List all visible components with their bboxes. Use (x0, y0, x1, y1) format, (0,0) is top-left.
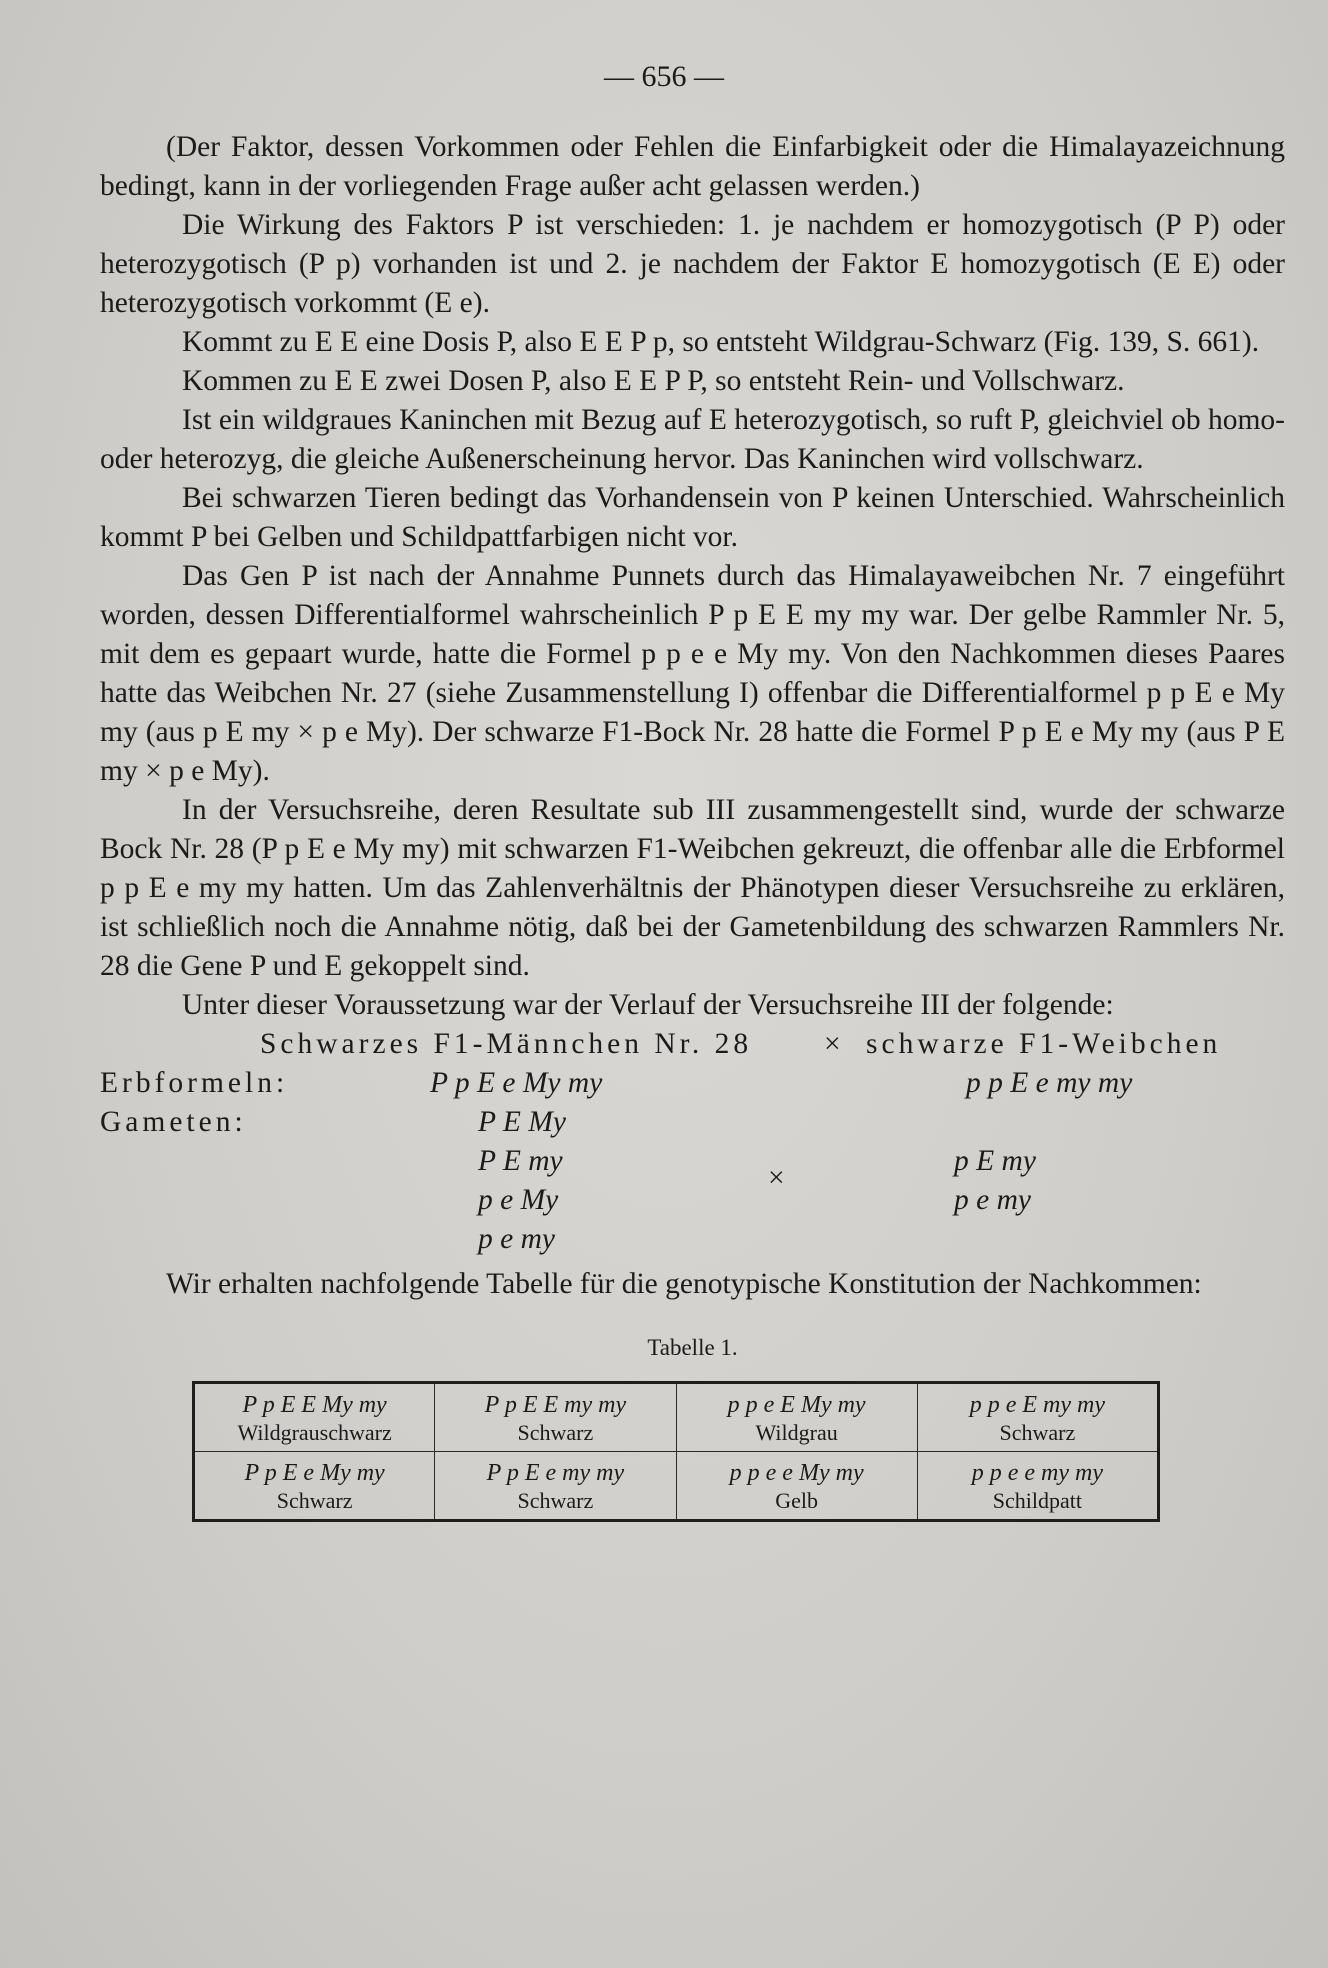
paragraph-8: In der Versuchsreihe, deren Resultate sub III zusammengestellt sind, wurde der schwarze Bock Nr. 28 (P p E e My my) mit schwarzen F1-Weibchen gekreuzt, die offenbar alle die Erbformel p p E e my my hatten. Um das Zahlenverhältnis der Phänotypen dieser Versuchsreihe zu erklären, ist schließlich noch die Annahme nötig, daß bei der Gametenbildung des schwarzen Rammlers Nr. 28 die Gene P und E gekoppelt sind. (100, 794, 1285, 982)
cell-phenotype: Wildgrauschwarz (237, 1420, 392, 1445)
gamete-cross-times: × (768, 1162, 785, 1194)
cell-phenotype: Wildgrau (755, 1420, 838, 1445)
female-formula: p p E e my my (966, 1067, 1133, 1099)
table-cell (194, 1383, 435, 1452)
cross-times-title: × (824, 1028, 841, 1060)
paragraph-7: Das Gen P ist nach der Annahme Punnets durch das Himalayaweibchen Nr. 7 eingeführt worden, dessen Differentialformel wahrscheinlich P p E E my my war. Der gelbe Rammler Nr. 5, mit dem es gepaart wurde, hatte die Formel p p e e My my. Von den Nachkommen dieses Paares hatte das Weibchen Nr. 27 (siehe Zusammenstellung I) offenbar die Differentialformel p p E e My my (aus p E my × p e My). Der schwarze F1-Bock Nr. 28 hatte die Formel P p E e My my (aus P E my × p e My). (100, 560, 1285, 787)
table-cell (917, 1383, 1158, 1452)
male-gamete-3: p e My (478, 1184, 559, 1216)
cell-formula: p p e E My my (727, 1392, 866, 1418)
erbformeln-label: Erbformeln: (100, 1067, 289, 1099)
cell-formula: P p E e My my (244, 1460, 385, 1486)
cell-phenotype: Schwarz (276, 1488, 353, 1513)
table-row (194, 1383, 1159, 1452)
table-cell (194, 1452, 435, 1521)
cell-phenotype: Schwarz (517, 1420, 594, 1445)
paragraph-9: Unter dieser Voraussetzung war der Verlauf der Versuchsreihe III der folgende: (182, 989, 1114, 1021)
page-body (100, 128, 1285, 1522)
cell-formula: P p E e my my (486, 1460, 625, 1486)
cell-phenotype: Schwarz (517, 1488, 594, 1513)
table-cell (917, 1452, 1158, 1521)
table-row (194, 1452, 1159, 1521)
cell-phenotype: Gelb (775, 1488, 818, 1513)
table-cell (435, 1452, 676, 1521)
table-cell (676, 1383, 917, 1452)
page-number: — 656 — (604, 60, 724, 93)
table-caption: Tabelle 1. (647, 1335, 738, 1360)
male-formula: P p E e My my (430, 1067, 603, 1099)
paragraph-3: Kommt zu E E eine Dosis P, also E E P p, so entsteht Wildgrau-Schwarz (Fig. 139, S. 661). (182, 326, 1260, 358)
paragraph-4: Kommen zu E E zwei Dosen P, also E E P P, so entsteht Rein- und Vollschwarz. (182, 365, 1125, 397)
cell-phenotype: Schwarz (999, 1420, 1076, 1445)
table-cell (435, 1383, 676, 1452)
female-gamete-1: p E my (954, 1145, 1036, 1177)
paragraph-2: Die Wirkung des Faktors P ist verschieden: 1. je nachdem er homozygotisch (P P) oder heterozygotisch (P p) vorhanden ist und 2. je nachdem der Faktor E homozygotisch (E E) oder heterozygotisch vorkommt (E e). (100, 209, 1285, 319)
table-cell (676, 1452, 917, 1521)
paragraph-10: Wir erhalten nachfolgende Tabelle für die genotypische Konstitution der Nachkommen: (166, 1268, 1202, 1300)
cross-title-male: Schwarzes F1-Männchen Nr. 28 (260, 1028, 753, 1060)
cell-formula: P p E E My my (242, 1392, 387, 1418)
cell-formula: P p E E my my (484, 1392, 627, 1418)
paragraph-5: Ist ein wildgraues Kaninchen mit Bezug auf E heterozygotisch, so ruft P, gleichviel ob homo- oder heterozyg, die gleiche Außenerscheinung hervor. Das Kaninchen wird vollschwarz. (100, 404, 1285, 475)
gameten-label: Gameten: (100, 1106, 247, 1138)
male-gamete-1: P E My (478, 1106, 566, 1138)
paragraph-1: (Der Faktor, dessen Vorkommen oder Fehlen die Einfarbigkeit oder die Himalayazeichnung bedingt, kann in der vorliegenden Frage außer acht gelassen werden.) (100, 131, 1285, 202)
genotype-table (192, 1381, 1160, 1522)
cell-formula: p p e e my my (971, 1460, 1104, 1486)
female-gamete-2: p e my (954, 1184, 1031, 1216)
male-gamete-4: p e my (478, 1223, 555, 1255)
paragraph-6: Bei schwarzen Tieren bedingt das Vorhandensein von P keinen Unterschied. Wahrscheinlich kommt P bei Gelben und Schildpattfarbigen nicht vor. (100, 482, 1285, 553)
cell-formula: p p e e My my (729, 1460, 864, 1486)
cross-scheme (100, 1025, 1285, 1255)
cell-phenotype: Schildpatt (992, 1488, 1082, 1513)
cross-title-female: schwarze F1-Weibchen (866, 1028, 1222, 1060)
male-gamete-2: P E my (478, 1145, 563, 1177)
cell-formula: p p e E my my (969, 1392, 1106, 1418)
